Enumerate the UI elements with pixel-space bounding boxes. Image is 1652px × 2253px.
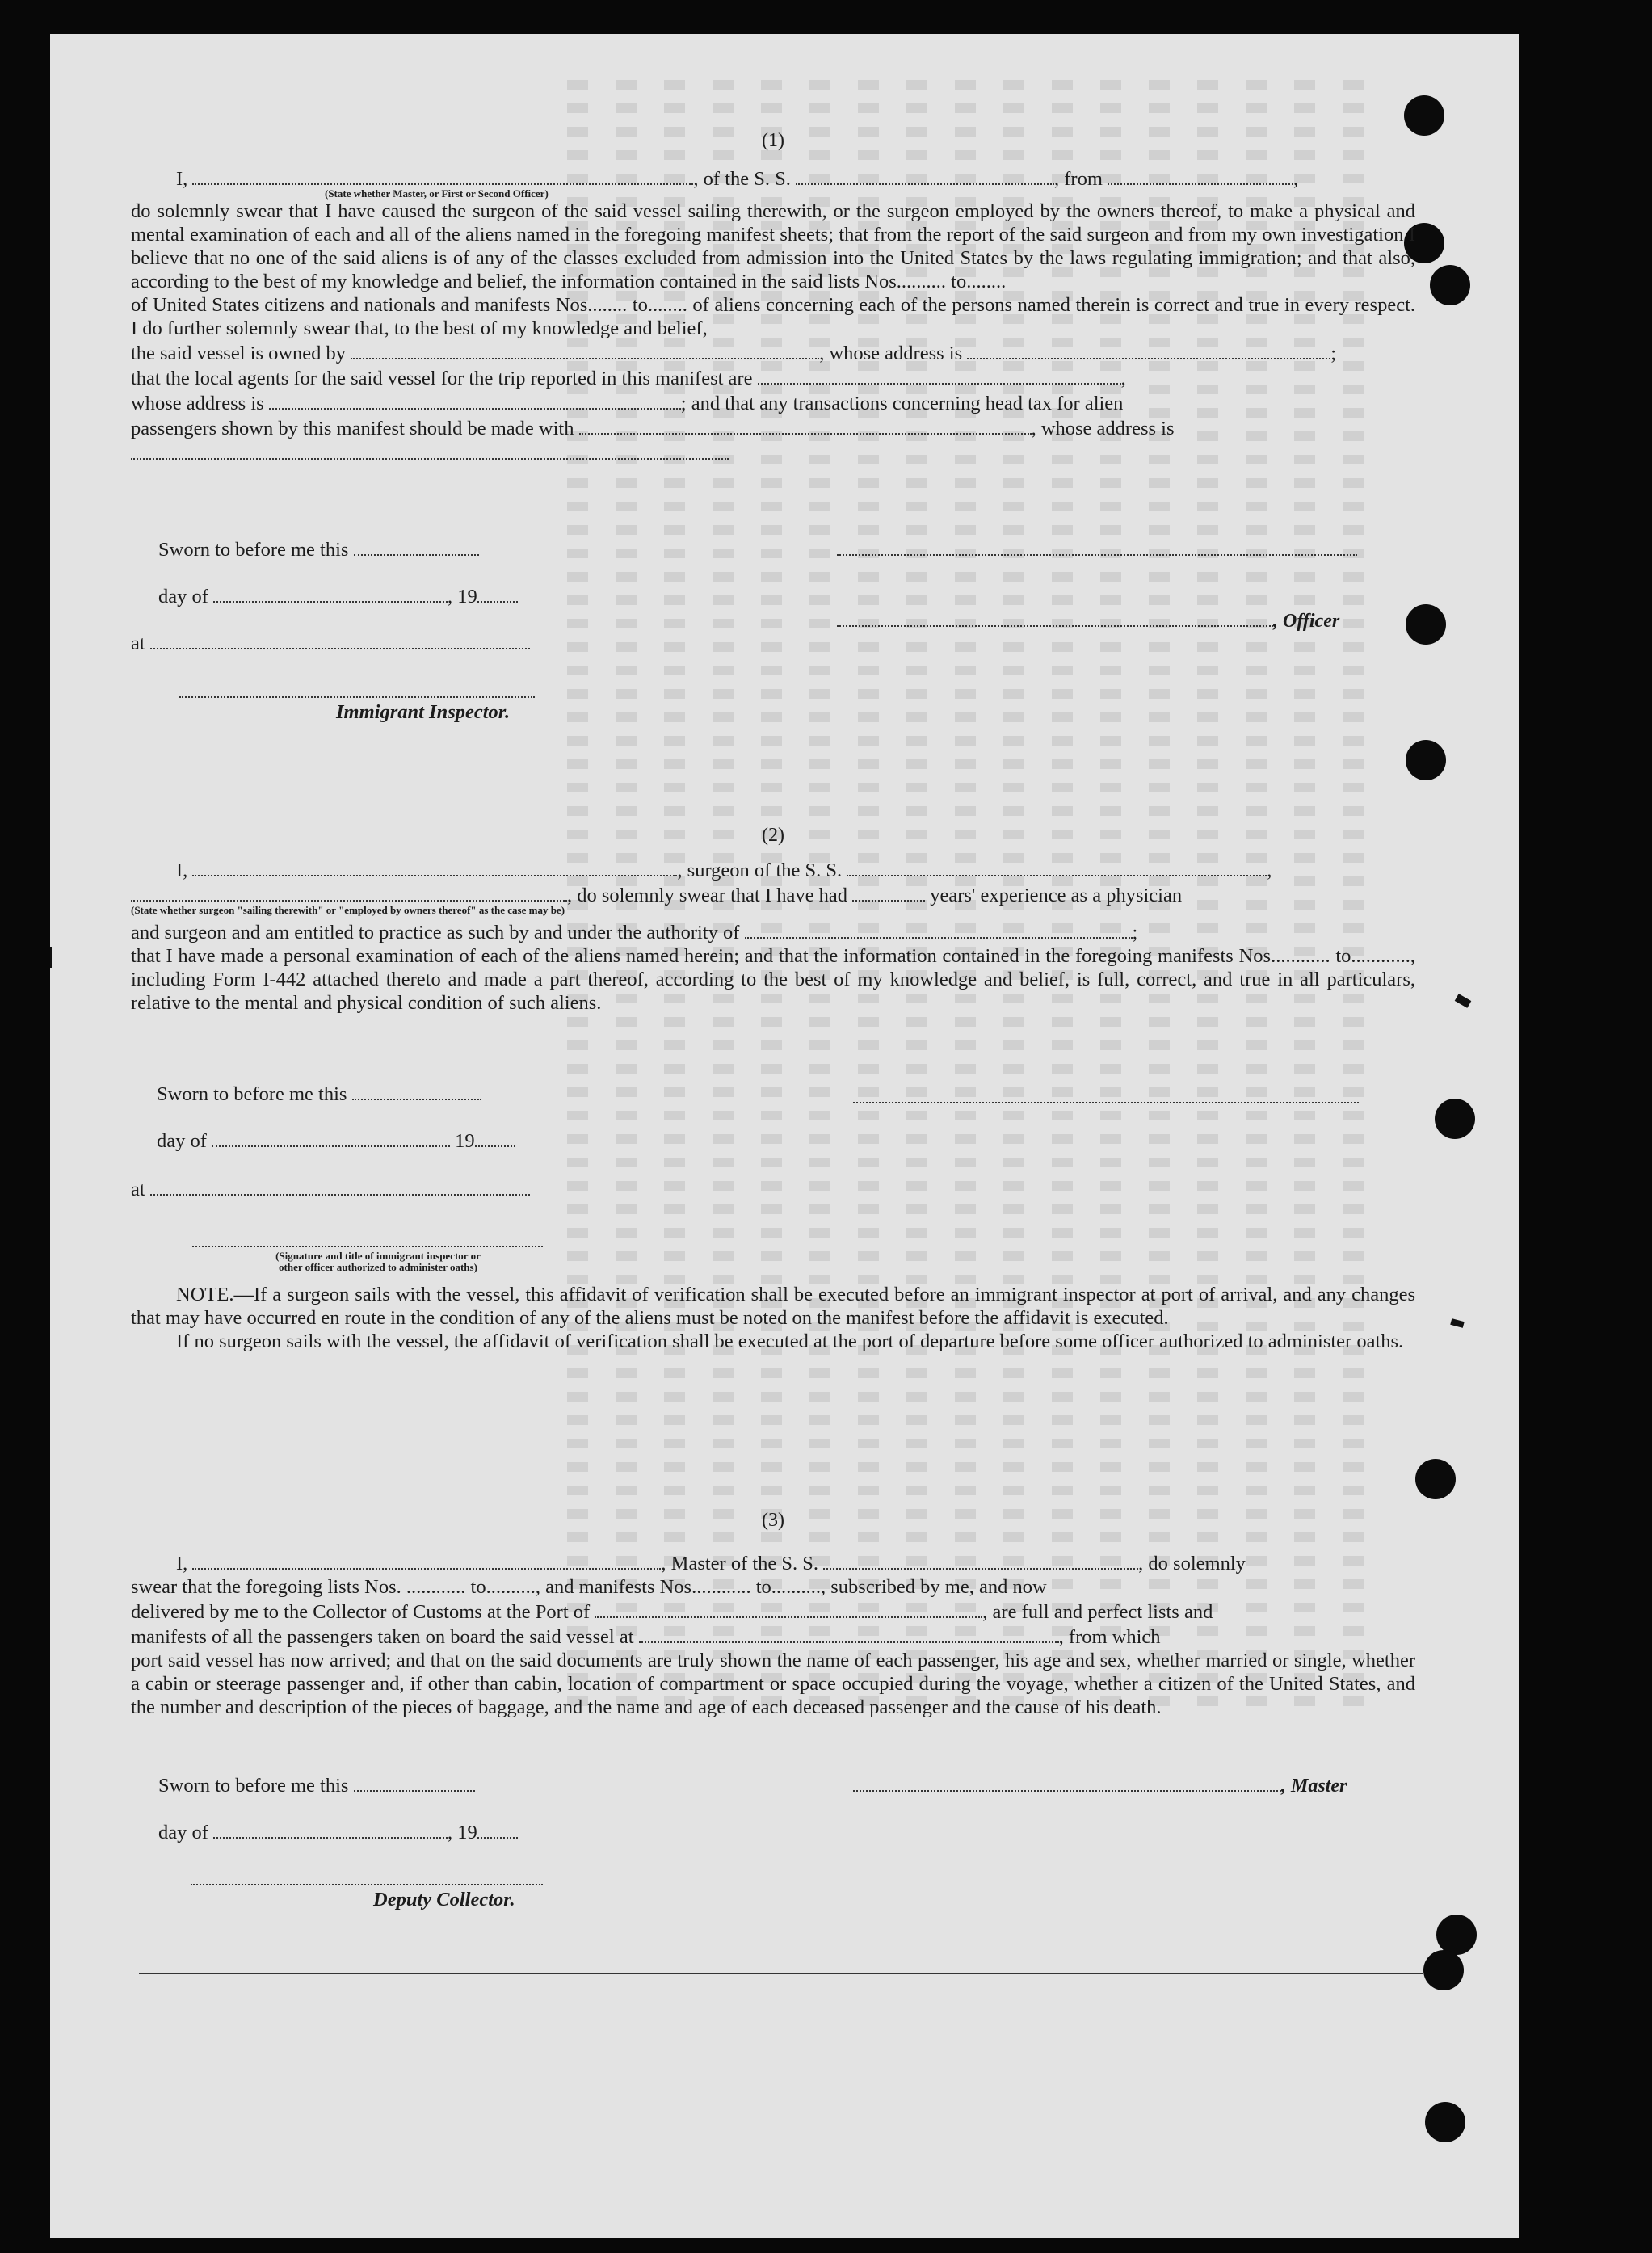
text: , whose address is: [819, 343, 963, 365]
sworn-line: [158, 1772, 475, 1797]
port-from-field[interactable]: [1108, 166, 1293, 185]
text: , Master of the S. S.: [661, 1553, 819, 1575]
text: ,: [1293, 168, 1299, 191]
surgeon-name-field[interactable]: [192, 857, 677, 876]
sworn-date-field[interactable]: [354, 536, 479, 556]
section-number: (3): [762, 1510, 784, 1531]
paragraph: [131, 1283, 1415, 1330]
officer-title-field[interactable]: [837, 607, 1273, 627]
signature-note: [192, 1250, 564, 1273]
inspector-label: Immigrant Inspector.: [336, 701, 511, 723]
day-line: [158, 1819, 518, 1844]
line: swear that the foregoing lists Nos. ............ to.........., and manifests Nos............ to.........., subscribed by me, and now: [131, 1576, 1047, 1599]
surgeon-signature-line: [853, 1102, 1359, 1103]
embark-port-field[interactable]: [639, 1624, 1059, 1643]
text: (Signature and title of immigrant inspector or: [275, 1250, 481, 1262]
vessel-name-field[interactable]: [796, 166, 1054, 185]
affidavit-page: [50, 34, 1519, 2238]
field-note: (State whether Master, or First or Second Officer): [325, 187, 549, 200]
authority-field[interactable]: [745, 919, 1133, 939]
text: Sworn to before me this: [158, 539, 349, 561]
day-line: [158, 583, 518, 608]
vessel-name-field[interactable]: [847, 857, 1267, 876]
text: , from which: [1058, 1626, 1161, 1649]
years-field[interactable]: [852, 882, 925, 902]
text: years' experience as a physician: [930, 885, 1183, 907]
text: , from: [1054, 168, 1103, 191]
text: I,: [176, 168, 188, 191]
text: , 19: [448, 1822, 477, 1844]
agents-address-field[interactable]: [269, 390, 681, 410]
text: that the local agents for the said vessel for the trip reported in this manifest are: [131, 368, 753, 390]
year-field[interactable]: [477, 583, 518, 603]
day-field[interactable]: [213, 583, 448, 603]
note-block: [131, 1283, 1415, 1353]
paragraph: that I have made a personal examination of each of the aliens named herein; and that the information contained in the foregoing manifests Nos............ to............, including Form I-442 attached thereto and made a part thereof, according to the best of my knowledge and belief, is full, correct, and true in all particulars, relative to the mental and physical condition of such aliens.: [131, 945, 1415, 1015]
text: passengers shown by this manifest should be made with: [131, 418, 574, 440]
day-field[interactable]: [212, 1128, 450, 1147]
master-signature-field[interactable]: [853, 1772, 1281, 1792]
text: —If a surgeon sails with the vessel, this affidavit of verification shall be executed before an immigrant inspector at port of arrival, and any changes that may have occurred en route in the condition of any of the aliens must be noted on the manifest before the affidavit is executed.: [131, 1284, 1415, 1329]
at-line: [131, 1176, 530, 1201]
text: day of: [157, 1130, 207, 1153]
owner-address-field[interactable]: [967, 340, 1330, 359]
sworn-line: [157, 1081, 481, 1106]
text: ,: [1267, 860, 1272, 882]
punch-hole: [1415, 1459, 1456, 1499]
inspector-signature-line: [179, 696, 535, 698]
agents-field[interactable]: [758, 365, 1121, 385]
text: , surgeon of the S. S.: [677, 860, 843, 882]
ink-mark: [50, 947, 52, 968]
text: , whose address is: [1031, 418, 1175, 440]
collector-label: Deputy Collector.: [373, 1889, 515, 1910]
text: , do solemnly swear that I have had: [567, 885, 847, 907]
head-tax-party-field[interactable]: [579, 415, 1032, 435]
vessel-name-field[interactable]: [823, 1550, 1138, 1570]
text: 19: [455, 1130, 475, 1153]
sworn-date-field[interactable]: [354, 1772, 475, 1792]
text: Sworn to before me this: [157, 1083, 347, 1106]
text: Sworn to before me this: [158, 1775, 349, 1797]
punch-hole: [1406, 604, 1446, 645]
at-line: [131, 630, 530, 655]
text: ; and that any transactions concerning head tax for alien: [680, 393, 1124, 415]
text: day of: [158, 1822, 208, 1844]
text: , do solemnly: [1138, 1553, 1246, 1575]
text: , are full and perfect lists and: [982, 1601, 1213, 1624]
year-field[interactable]: [475, 1128, 515, 1147]
bottom-rule: [139, 1973, 1423, 1974]
master-line: [853, 1772, 1347, 1797]
paragraph: of United States citizens and nationals and manifests Nos........ to........ of aliens concerning each of the persons named therein is correct and true in every respect. I do further solemnly swear that, to the best of my knowledge and belief,: [131, 294, 1415, 340]
punch-hole: [1430, 265, 1470, 305]
head-tax-address-field[interactable]: [131, 440, 729, 460]
inspector-signature-line: [192, 1246, 543, 1247]
port-field[interactable]: [595, 1599, 982, 1618]
paragraph: do solemnly swear that I have caused the surgeon of the said vessel sailing therewith, or the surgeon employed by the owners thereof, to make a physical and mental examination of each and all of the aliens named in the foregoing manifest sheets; that from the report of the said surgeon and from my own investigation I believe that no one of the said aliens is of any of the classes excluded from admission into the United States by the laws regulating immigration; and that also, according to the best of my knowledge and belief, the information contained in the said lists Nos.......... to........: [131, 200, 1415, 293]
officer-signature-line: [837, 554, 1357, 556]
affidavit-master: (1) I, , of the S. S. , from , (State whether Master, or First or Second Officer) do solemnly swear that I have caused the surgeon of the said vessel sailing therewith, or the surgeon employed by the owners thereof, to make a physical and mental examination of each and all of the aliens named in the foregoing manifest sheets; that from the report of the said surgeon and from my own investigation I believe that no one of the said aliens is of any of the classes excluded from admission into the United States by the laws regulating immigration; and that also, according to the best of my knowledge and belief, the information contained in the said lists Nos.......... to........ of United States citizens and nationals and manifests Nos........ to........ of aliens concerning each of the persons named therein is correct and true in every respect. I do further solemnly swear that, to the best of my knowledge and belief, the said vessel is owned by , whose address is ; that the local agents for the said vessel for the trip reported in this manifest are , whose address is ; and that any transactions concerning head tax for alien passengers shown by this manifest should be made with , whose address is: [131, 129, 1415, 465]
field-note: (State whether surgeon "sailing therewith" or "employed by owners thereof" as the case may be): [131, 904, 565, 917]
at-place-field[interactable]: [150, 630, 530, 649]
year-field[interactable]: [477, 1819, 518, 1839]
officer-label: , Officer: [1273, 611, 1340, 633]
surgeon-status-field[interactable]: [131, 882, 567, 902]
day-field[interactable]: [213, 1819, 448, 1839]
text: and surgeon and am entitled to practice as such by and under the authority of: [131, 922, 740, 944]
text: at: [131, 633, 145, 655]
affidavit-master-final: [131, 1509, 1415, 1719]
sworn-line: [158, 536, 479, 561]
owner-field[interactable]: [351, 340, 819, 359]
text: delivered by me to the Collector of Customs at the Port of: [131, 1601, 591, 1624]
punch-hole: [1425, 2102, 1465, 2142]
text: I,: [176, 1553, 188, 1575]
punch-hole: [1436, 1915, 1477, 1955]
paragraph: port said vessel has now arrived; and that on the said documents are truly shown the name of each passenger, his age and sex, whether married or single, whether a cabin or steerage passenger and, if other than cabin, location of compartment or space occupied during the voyage, whether a citizen of the United States, and the number and description of the pieces of baggage, and the name and age of each deceased passenger and the cause of his death.: [131, 1650, 1415, 1719]
collector-signature-line: [191, 1884, 543, 1885]
master-label: , Master: [1281, 1776, 1347, 1797]
text: at: [131, 1179, 145, 1201]
punch-hole: [1435, 1099, 1475, 1139]
section-number: (2): [762, 825, 784, 846]
section-number: (1): [762, 130, 784, 151]
day-line: [157, 1128, 515, 1153]
text: , 19: [448, 586, 477, 608]
text: I,: [176, 860, 188, 882]
master-name-field[interactable]: [192, 1550, 661, 1570]
at-place-field[interactable]: [150, 1176, 530, 1196]
paragraph: If no surgeon sails with the vessel, the affidavit of verification shall be executed at the port of departure before some officer authorized to administer oaths.: [176, 1330, 1404, 1352]
note-head: NOTE.: [176, 1284, 234, 1305]
text: , of the S. S.: [693, 168, 791, 191]
punch-hole: [1406, 740, 1446, 780]
officer-line: [837, 607, 1339, 633]
text: day of: [158, 586, 208, 608]
ink-mark: [1455, 994, 1472, 1008]
text: other officer authorized to administer oaths): [279, 1261, 477, 1273]
ink-mark: [1450, 1318, 1465, 1328]
text: manifests of all the passengers taken on board the said vessel at: [131, 1626, 634, 1649]
officer-name-field[interactable]: [192, 166, 693, 185]
punch-hole: [1423, 1950, 1464, 1990]
affidavit-surgeon: (2) I, , surgeon of the S. S. , , do solemnly swear that I have had years' experience as a physician (State whether surgeon "sailing therewith" or "employed by owners thereof" as the case may be) and surgeon and am entitled to practice as such by and under the authority of ; that I have made a personal examination of each of the aliens named herein; and that the information contained in the foregoing manifests Nos............ to............, including Form I-442 attached thereto and made a part thereof, according to the best of my knowledge and belief, is full, correct, and true in all particulars, relative to the mental and physical condition of such aliens.: [131, 825, 1415, 1015]
text: whose address is: [131, 393, 264, 415]
sworn-date-field[interactable]: [352, 1081, 481, 1100]
text: the said vessel is owned by: [131, 343, 347, 365]
